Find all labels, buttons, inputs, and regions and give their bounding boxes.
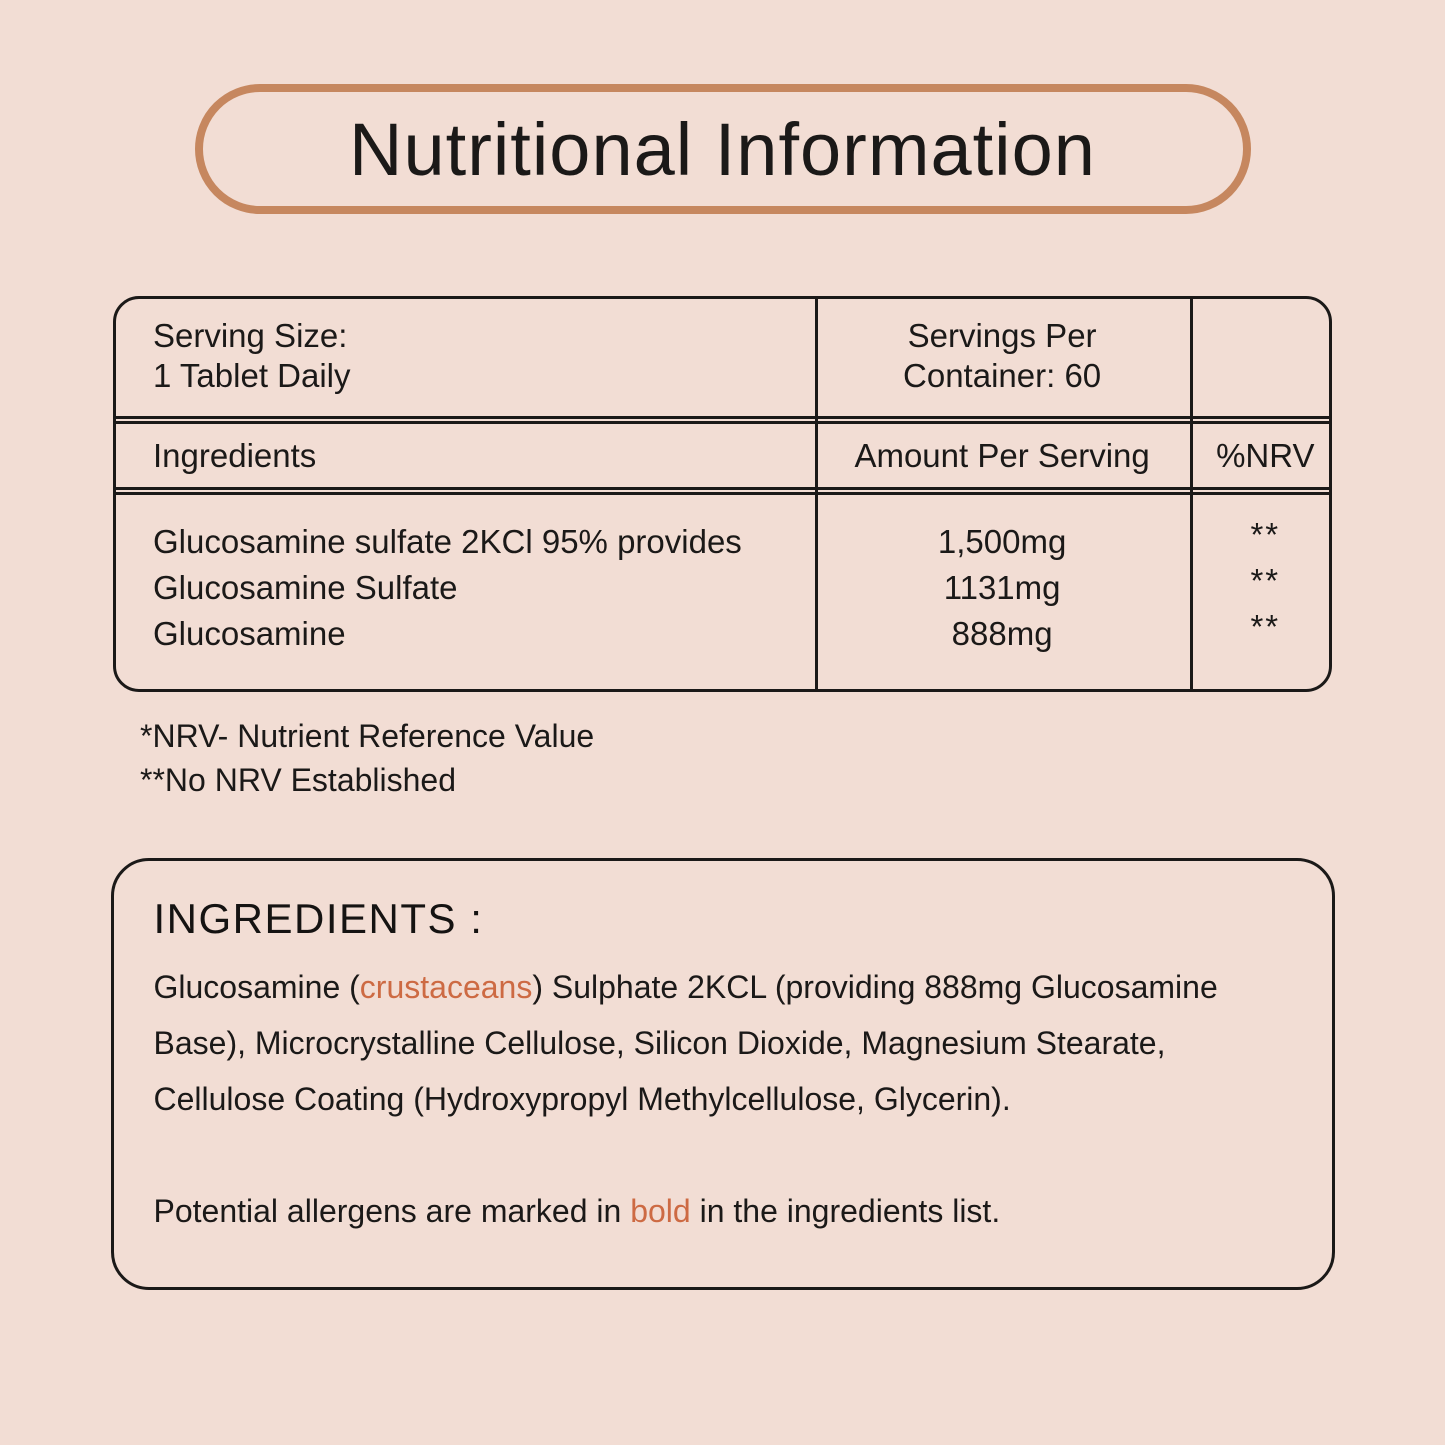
ingredient-data-rows xyxy=(116,495,1329,689)
nrv-definition-footnote: *NRV- Nutrient Reference Value xyxy=(140,718,595,754)
ingredients-text-part1: Glucosamine ( xyxy=(153,969,360,1005)
serving-info-row xyxy=(116,299,1329,424)
footnotes xyxy=(140,714,1445,802)
nrv-column-header: %NRV xyxy=(1216,436,1315,474)
amount-column-header: Amount Per Serving xyxy=(854,436,1150,474)
table-header-row xyxy=(116,424,1329,495)
ingredient-amount: 1131mg xyxy=(943,569,1061,606)
no-nrv-footnote: **No NRV Established xyxy=(140,762,457,798)
serving-size-value: 1 Tablet Daily xyxy=(153,357,351,394)
ingredients-box xyxy=(111,858,1335,1290)
page-title: Nutritional Information xyxy=(349,107,1096,191)
allergen-crustaceans: crustaceans xyxy=(359,969,533,1005)
table-row xyxy=(116,608,1329,657)
ingredient-name: Glucosamine sulfate 2KCl 95% provides xyxy=(153,523,742,560)
allergen-note-bold-word: bold xyxy=(630,1193,691,1229)
column-divider-2 xyxy=(1190,299,1193,689)
title-pill xyxy=(195,84,1251,214)
no-nrv-mark: ** xyxy=(1250,562,1281,599)
ingredient-name: Glucosamine Sulfate xyxy=(153,569,458,606)
allergen-note xyxy=(154,1183,1288,1239)
ingredients-heading: INGREDIENTS : xyxy=(153,895,484,942)
ingredients-column-header: Ingredients xyxy=(153,436,317,474)
ingredient-name: Glucosamine xyxy=(153,615,346,652)
serving-size-label: Serving Size: xyxy=(153,317,348,354)
servings-per-line1: Servings Per xyxy=(907,317,1097,354)
servings-per-container-cell xyxy=(815,316,1190,396)
ingredients-list-text xyxy=(154,959,1288,1127)
ingredients-text-part2: ) Sulphate 2KCL (providing 888mg Glucosamine Base), Microcrystalline Cellulose, Silicon Dioxide, Magnesium Stearate, Cellulose Coating (Hydroxypropyl Methylcellulose, Glycerin). xyxy=(153,969,1218,1117)
allergen-note-part1: Potential allergens are marked in xyxy=(153,1193,631,1229)
no-nrv-mark: ** xyxy=(1250,608,1281,645)
no-nrv-mark: ** xyxy=(1250,516,1281,553)
empty-cell xyxy=(1190,316,1342,396)
table-row xyxy=(116,562,1329,611)
table-row xyxy=(116,516,1329,565)
nutrition-table xyxy=(113,296,1332,692)
ingredient-amount: 1,500mg xyxy=(937,523,1067,560)
ingredient-amount: 888mg xyxy=(951,615,1053,652)
servings-per-line2: Container: 60 xyxy=(903,357,1102,394)
serving-size-cell xyxy=(116,316,815,396)
allergen-note-part2: in the ingredients list. xyxy=(690,1193,1001,1229)
column-divider-1 xyxy=(815,299,818,689)
